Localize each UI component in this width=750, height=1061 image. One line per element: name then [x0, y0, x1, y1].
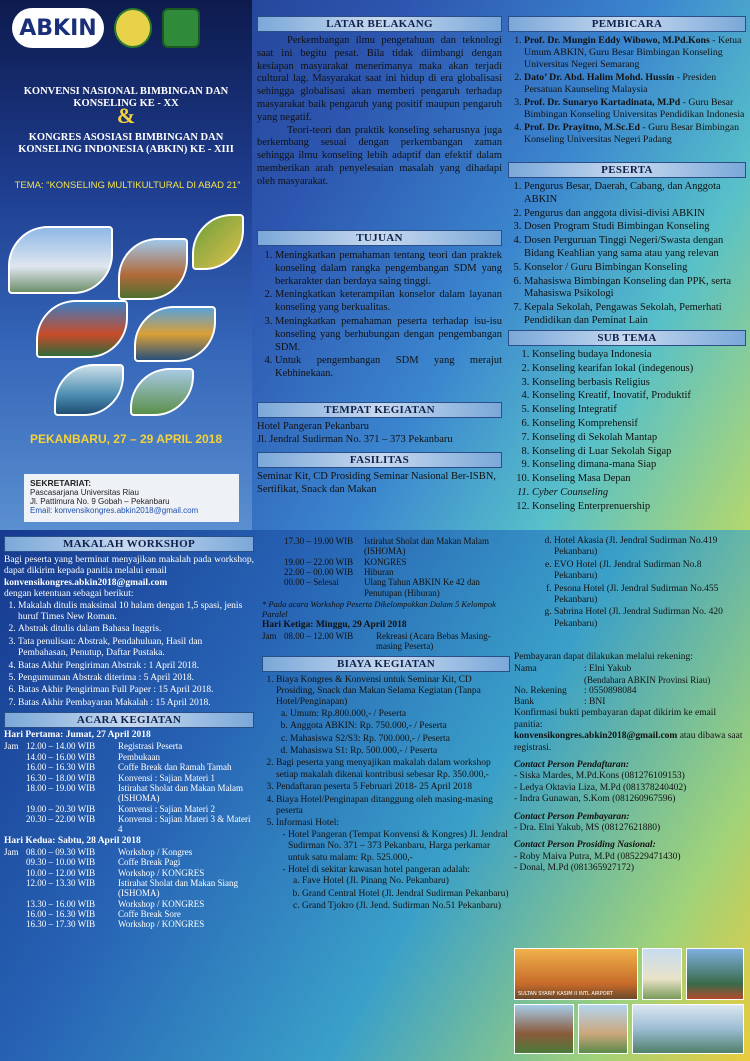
list-item: 8. Konseling di Luar Sekolah Sigap: [532, 446, 746, 459]
list-item: g. Sabrina Hotel (Jl. Jendral Sudirman No. 420 Pekanbaru): [554, 607, 746, 630]
row-time: 12.00 – 13.30 WIB: [26, 877, 96, 888]
day1-schedule: [4, 741, 254, 834]
logo-row: [12, 8, 200, 48]
row-activity: Istirahat Sholat dan Makan Malam (ISHOMA): [364, 536, 489, 557]
row-activity: Konvensi : Sajian Materi 1: [118, 772, 215, 783]
table-row: [284, 536, 510, 557]
boat-race-photo: [36, 300, 128, 358]
table-row: [4, 752, 254, 762]
list-item: 5. Konseling Integratif: [532, 404, 746, 417]
sekretariat-box: [24, 474, 239, 522]
table-row: Jam 08.00 – 12.00 WIB Rekreasi (Acara Bebas Masing-masing Peserta): [262, 630, 491, 652]
day3-title: Hari Ketiga: Minggu, 29 April 2018: [262, 619, 407, 630]
table-row: [284, 577, 510, 598]
row-label: [4, 919, 26, 929]
table-row: [4, 741, 254, 751]
list-item: d. Hotel Akasia (Jl. Jendral Sudirman No.419 Pekanbaru): [554, 536, 746, 559]
sekretariat-title: SEKRETARIAT:: [30, 478, 92, 488]
cp-bayar-title: Contact Person Pembayaran:: [514, 811, 630, 822]
list-item: 12. Konseling Enterprenuership: [532, 501, 746, 514]
abkin-logo: ABKIN: [12, 8, 104, 48]
list-item: 2. Pengurus dan anggota divisi-divisi ABKIN: [524, 208, 746, 221]
table-row: [284, 557, 510, 567]
pembayaran-nama: Nama : Elni Yakub: [514, 663, 632, 674]
list-item: 3. Pendaftaran peserta 5 Februari 2018- 25 April 2018: [276, 782, 510, 793]
list-item: f. Pesona Hotel (Jl. Jendral Sudirman No.455 Pekanbaru): [554, 584, 746, 607]
list-item: - Hotel Pangeran (Tempat Konvensi & Kongres) Jl. Jendral Sudirman No. 371 – 373 Pekanbaru, Harga perkamar untuk satu malam: Rp. 525.000,-: [288, 830, 510, 864]
hotel-list-right: [514, 536, 746, 630]
row-activity: Coffe Break Sore: [118, 909, 181, 920]
forest-photo: [130, 368, 194, 416]
row-activity: Istirahat Sholat dan Makan Siang (ISHOMA): [118, 877, 238, 899]
table-row: [4, 878, 254, 899]
row-activity: Workshop / KONGRES: [118, 867, 205, 878]
makalah-list: [4, 601, 254, 710]
pembayaran-email[interactable]: konvensikongres.abkin2018@gmail.com: [514, 731, 678, 742]
list-item: 2. Abstrak ditulis dalam Bahasa Inggris.: [18, 624, 254, 635]
row-activity: Ulang Tahun ABKIN Ke 42 dan Penutupan (Hiburan): [364, 577, 480, 598]
lake-photo: [632, 1004, 744, 1054]
table-row: [4, 783, 254, 804]
list-item: 5. Pengumuman Abstrak diterima : 5 April 2018.: [18, 673, 254, 684]
cp-daftar-3: - Indra Gunawan, S.Kom (081260967596): [514, 794, 676, 805]
makalah-cond: dengan ketentuan sebagai berikut:: [4, 589, 134, 600]
table-row: [4, 909, 254, 919]
list-item: b. Grand Central Hotel (Jl. Jendral Sudirman Pekanbaru): [302, 889, 510, 900]
subtema-list: [508, 349, 746, 514]
list-item: 2. Bagi peserta yang menyajikan makalah dalam workshop setiap makalah dikenai kontribusi sebesar Rp. 350.000,-: [276, 758, 510, 781]
fasilitas-header: FASILITAS: [257, 452, 502, 468]
pembicara-list: [508, 35, 746, 145]
row-activity: KONGRES: [364, 556, 407, 567]
list-item: 5. Konselor / Guru Bimbingan Konseling: [524, 262, 746, 275]
stadium-photo: [686, 948, 744, 1000]
list-item: 3. Tata penulisan: Abstrak, Pendahuluan, Hasil dan Pembahasan, Penutup, Daftar Pustaka.: [18, 637, 254, 660]
row-label: [4, 783, 26, 804]
tema-text: TEMA: “KONSELING MULTIKULTURAL DI ABAD 21”: [14, 180, 241, 191]
list-item: 1. Biaya Kongres & Konvensi untuk Seminar Kit, CD Prosiding, Snack dan Makan Selama Kegiatan (Tanpa Hotel/Penginapan) a. Umum: Rp.800.000,- / Peserta b. Anggota ABKIN: Rp. 750.000,- / Peserta c. Mahasiswa S2/S3: Rp. 700.000,- / Peserta d. Mahasiswa S1: Rp. 500.000,- / Peserta: [276, 675, 510, 758]
list-item: 3. Meningkatkan pemahaman peserta terhadap isu-isu konseling yang berhubungan dengan pengembangan SDM.: [275, 316, 502, 354]
row-time: 14.00 – 16.00 WIB: [26, 751, 96, 762]
list-item: 5. Informasi Hotel: - Hotel Pangeran (Tempat Konvensi & Kongres) Jl. Jendral Sudirman No. 371 – 373 Pekanbaru, Harga perkamar untuk satu malam: Rp. 525.000,- - Hotel di sekitar kawasan hotel pangeran adalah: a. Fave Hotel (Jl. Pinang No. Pekanbaru) b. Grand Central Hotel (Jl. Jendral Sudirman Pekanbaru) c. Grand Tjokro (Jl. Jend. Sudirman No.51 Pekanbaru): [276, 818, 510, 912]
list-item: 1. Makalah ditulis maksimal 10 halam dengan 1,5 spasi, jenis huruf Times New Roman.: [18, 601, 254, 624]
list-item: a. Umum: Rp.800.000,- / Peserta: [290, 709, 510, 720]
peserta-section: [508, 162, 746, 329]
pembicara-header: PEMBICARA: [508, 16, 746, 32]
sekretariat-email[interactable]: Email: konvensikongres.abkin2018@gmail.com: [30, 506, 199, 515]
list-item: 3. Dosen Program Studi Bimbingan Konseling: [524, 221, 746, 234]
traditional-house-photo: [514, 1004, 574, 1054]
list-item: 2. Meningkatkan keterampilan konselor dalam layanan konseling yang berkualitas.: [275, 289, 502, 315]
acara-header: ACARA KEGIATAN: [4, 712, 254, 728]
row-activity: Coffe Break Pagi: [118, 857, 181, 868]
event-date: PEKANBARU, 27 – 29 APRIL 2018: [29, 432, 223, 446]
pembayaran-intro: Pembayaran dapat dilakukan melalui rekening:: [514, 652, 693, 663]
list-item: 4. Konseling Kreatif, Inovatif, Produktif: [532, 390, 746, 403]
fasilitas-section: [257, 452, 502, 497]
day1-title: Hari Pertama: Jumat, 27 April 2018: [4, 730, 151, 741]
pembayaran-section: [514, 652, 746, 754]
row-activity: Istirahat Sholat dan Makan Malam (ISHOMA): [118, 782, 243, 804]
peserta-list: [508, 181, 746, 328]
cp-daftar-1: - Siska Mardes, M.Pd.Kons (081276109153): [514, 771, 685, 782]
row-time: 12.00 – 14.00 WIB: [26, 741, 96, 752]
pembayaran-konfirm: Konfirmasi bukti pembayaran dapat dikirim ke email panitia:: [514, 708, 717, 730]
row-time: 18.00 – 19.00 WIB: [26, 782, 96, 793]
leaf-photo: [192, 214, 244, 270]
list-item: 6. Mahasiswa Bimbingan Konseling dan PPK, serta Mahasiswa Psikologi: [524, 276, 746, 302]
tempat-line2: Jl. Jendral Sudirman No. 371 – 373 Pekanbaru: [257, 433, 453, 445]
latar-p1: Perkembangan ilmu pengetahuan dan teknologi saat ini begitu pesat. Bila tidak diimbangi dengan kesiapan masyarakat menerimanya maka akan terjadi cultural lag. Masyarakat saat ini hidup di era globalisasi sehingga globalisasi akan memberi pengaruh terhadap masyarakat baik pengaruh yang positif maupun pengaruh yang negatif.: [257, 35, 502, 123]
row-label: Jam: [4, 741, 19, 752]
mosque-photo: [8, 226, 113, 294]
row-time: 13.30 – 16.00 WIB: [26, 898, 96, 909]
row-activity: Registrasi Peserta: [118, 741, 183, 752]
title-kongres: KONGRES ASOSIASI BIMBINGAN DAN KONSELING INDONESIA (ABKIN) KE - XIII: [18, 132, 234, 156]
fasilitas-text: Seminar Kit, CD Prosiding Seminar Nasional Ber-ISBN, Sertifikat, Snack dan Makan: [257, 471, 496, 495]
tujuan-list: [257, 250, 502, 381]
row-time: 16.00 – 16.30 WIB: [26, 762, 96, 773]
palace-photo: [578, 1004, 628, 1054]
festival-photo: [134, 306, 216, 362]
row-time: 16.30 – 17.30 WIB: [26, 919, 96, 930]
table-row: [4, 773, 254, 783]
list-item: 7. Batas Akhir Pembayaran Makalah : 15 April 2018.: [18, 698, 254, 709]
row-time: 10.00 – 12.00 WIB: [26, 867, 96, 878]
peserta-header: PESERTA: [508, 162, 746, 178]
cp-daftar-2: - Ledya Oktavia Liza, M.Pd (081378240402): [514, 782, 687, 793]
photo-collage: [6, 210, 246, 420]
tempat-section: [257, 402, 502, 447]
subtema-section: [508, 330, 746, 515]
cp-bayar-1: - Dra. Elni Yakub, MS (08127621880): [514, 823, 661, 833]
list-item: - Hotel di sekitar kawasan hotel pangeran adalah: a. Fave Hotel (Jl. Pinang No. Pekanbaru) b. Grand Central Hotel (Jl. Jendral Sudirman Pekanbaru) c. Grand Tjokro (Jl. Jend. Sudirman No.51 Pekanbaru): [288, 865, 510, 913]
list-item: c. Mahasiswa S2/S3: Rp. 700.000,- / Peserta: [290, 734, 510, 745]
list-item: 1. Meningkatkan pemahaman tentang teori dan praktek konseling dalam rangka pengembangan SDM yang berkarakter dan berdaya saing tinggi.: [275, 250, 502, 288]
list-item: b. Anggota ABKIN: Rp. 750.000,- / Peserta: [290, 721, 510, 732]
list-item: c. Grand Tjokro (Jl. Jend. Sudirman No.51 Pekanbaru): [302, 901, 510, 912]
list-item: 6. Konseling Komprehensif: [532, 418, 746, 431]
row-activity: Hiburan: [364, 567, 394, 578]
list-item: 7. Kepala Sekolah, Pengawas Sekolah, Pemerhati Pendidikan dan Peminat Lain: [524, 302, 746, 328]
row-time: 00.00 – Selesai: [284, 577, 339, 588]
cover-panel: [0, 0, 252, 530]
list-item: 3. Prof. Dr. Sunaryo Kartadinata, M.Pd - Guru Besar Bimbingan Konseling Universitas Pendidikan Indonesia: [524, 97, 746, 121]
cp-prosiding-title: Contact Person Prosiding Nasional:: [514, 840, 656, 851]
row-time: 16.30 – 18.00 WIB: [26, 772, 96, 783]
cp-prosiding-2: - Donal, M.Pd (081365927172): [514, 863, 635, 874]
table-row: [4, 899, 254, 909]
tujuan-section: [257, 230, 502, 382]
makalah-intro: Bagi peserta yang berminat menyajikan makalah pada workshop, dapat dikirim kepada panitia melalui email: [4, 555, 254, 577]
tempat-header: TEMPAT KEGIATAN: [257, 402, 502, 418]
airport-photo: SULTAN SYARIF KASIM II INTL AIRPORT: [514, 948, 638, 1000]
tower-photo: [118, 238, 188, 300]
list-item: 4. Batas Akhir Pengiriman Abstrak : 1 April 2018.: [18, 661, 254, 672]
latar-p2: Teori-teori dan praktik konseling seharusnya juga berkembang sesuai dengan perkembangan zaman sehingga ilmu konseling lebih adaptif dan efektif dalam memberikan arah penyelesaian masalah yang dihadapi oleh masyarakat.: [257, 124, 502, 187]
tujuan-header: TUJUAN: [257, 230, 502, 246]
pembayaran-nama2: (Bendahara ABKIN Provinsi Riau): [584, 674, 711, 685]
list-item: 2. Konseling kearifan lokal (indegenous): [532, 363, 746, 376]
list-item: d. Mahasiswa S1: Rp. 500.000,- / Peserta: [290, 746, 510, 757]
pekanbaru-photos: [514, 948, 746, 1056]
row-time: 09.30 – 10.00 WIB: [26, 857, 96, 868]
row-label: [4, 909, 26, 919]
row-time: 19.00 – 20.30 WIB: [26, 803, 96, 814]
row-label: [4, 878, 26, 899]
row-time: 08.00 – 09.30 WIB: [26, 846, 96, 857]
latar-header: LATAR BELAKANG: [257, 16, 502, 32]
row-time: 16.00 – 16.30 WIB: [26, 909, 96, 920]
list-item: 3. Konseling berbasis Religius: [532, 377, 746, 390]
table-row: [4, 804, 254, 814]
row-activity: Coffe Break dan Ramah Tamah: [118, 762, 232, 773]
row-activity: Konvensi : Sajian Materi 3 & Materi 4: [118, 813, 251, 835]
list-item: 4. Dosen Perguruan Tinggi Negeri/Swasta dengan Bidang Keahlian yang sama atau yang relevan: [524, 235, 746, 261]
row-label: [4, 752, 26, 762]
table-row: [4, 857, 254, 867]
biaya-header: BIAYA KEGIATAN: [262, 656, 510, 672]
table-row: [4, 868, 254, 878]
bottom-middle-column: [262, 536, 510, 913]
bottom-right-column: [514, 536, 746, 875]
table-row: [4, 762, 254, 772]
title-ampersand: &: [116, 103, 136, 128]
row-label: [4, 804, 26, 814]
list-item: 11. Cyber Counseling: [532, 487, 746, 500]
row-activity: Pembukaan: [118, 751, 160, 762]
list-item: 4. Untuk pengembangan SDM yang merajut Kebhinekaan.: [275, 355, 502, 381]
row-time: 19.00 – 22.00 WIB: [284, 556, 354, 567]
list-item: 1. Pengurus Besar, Daerah, Cabang, dan Anggota ABKIN: [524, 181, 746, 207]
list-item: 7. Konseling di Sekolah Mantap: [532, 432, 746, 445]
day3-schedule: [262, 631, 510, 652]
cp-prosiding-1: - Roby Maiva Putra, M.Pd (085229471430): [514, 851, 681, 862]
table-row: [4, 919, 254, 929]
workshop-note: * Pada acara Workshop Peserta Dikelompokkan Dalam 5 Kelompok Paralel: [262, 599, 496, 619]
subtema-header: SUB TEMA: [508, 330, 746, 346]
list-item: 1. Konseling budaya Indonesia: [532, 349, 746, 362]
makalah-email[interactable]: konvensikongres.abkin2018@gmail.com: [4, 577, 168, 588]
list-item: 9. Konseling dimana-mana Siap: [532, 459, 746, 472]
list-item: 4. Prof. Dr. Prayitno, M.Sc.Ed - Guru Besar Bimbingan Konseling Universitas Negeri Padang: [524, 122, 746, 146]
pembicara-section: [508, 16, 746, 146]
row-activity: Workshop / KONGRES: [118, 919, 205, 930]
row-activity: Workshop / KONGRES: [118, 898, 205, 909]
pembayaran-rek: No. Rekening : 0550898084: [514, 685, 637, 696]
row-label: [4, 773, 26, 783]
latar-section: [257, 16, 502, 189]
list-item: e. EVO Hotel (Jl. Jendral Sudirman No.8 Pekanbaru): [554, 560, 746, 583]
contacts-section: [514, 760, 746, 875]
mosque-photo-small: [642, 948, 682, 1000]
row-time: 22.00 – 00.00 WIB: [284, 567, 354, 578]
surfing-photo: [54, 364, 124, 416]
bottom-left-column: [4, 536, 254, 930]
list-item: a. Fave Hotel (Jl. Pinang No. Pekanbaru): [302, 876, 510, 887]
university-logo: [114, 8, 152, 48]
table-row: [4, 814, 254, 835]
day2-evening-schedule: [262, 536, 510, 598]
row-label: [4, 857, 26, 867]
sekretariat-line2: Jl. Pattimura No. 9 Gobah – Pekanbaru: [30, 497, 170, 506]
row-label: [4, 814, 26, 835]
day2-title: Hari Kedua: Sabtu, 28 April 2018: [4, 835, 141, 846]
makalah-header: MAKALAH WORKSHOP: [4, 536, 254, 552]
pembayaran-email-line: konvensikongres.abkin2018@gmail.com atau dibawa saat registrasi.: [514, 731, 743, 753]
list-item: 2. Dato’ Dr. Abd. Halim Mohd. Hussin - Presiden Persatuan Kaunseling Malaysia: [524, 72, 746, 96]
list-item: 4. Biaya Hotel/Penginapan ditanggung oleh masing-masing peserta: [276, 795, 510, 818]
row-time: 17.30 – 19.00 WIB: [284, 536, 354, 546]
table-row: [284, 567, 510, 577]
row-label: [4, 899, 26, 909]
row-label: [4, 762, 26, 772]
title-konvensi: KONVENSI NASIONAL BIMBINGAN DAN KONSELING KE - XX: [23, 86, 229, 110]
row-activity: Workshop / Kongres: [118, 846, 193, 857]
sekretariat-line1: Pascasarjana Universitas Riau: [30, 488, 139, 497]
list-item: 10. Konseling Masa Depan: [532, 473, 746, 486]
islamic-logo: [162, 8, 200, 48]
table-row: [4, 847, 254, 857]
cp-daftar-title: Contact Person Pendaftaran:: [514, 760, 630, 771]
row-time: 20.30 – 22.00 WIB: [26, 813, 96, 824]
row-label: [4, 868, 26, 878]
tempat-line1: Hotel Pangeran Pekanbaru: [257, 421, 369, 432]
row-label: Jam: [4, 846, 19, 857]
list-item: 1. Prof. Dr. Mungin Eddy Wibowo, M.Pd.Kons - Ketua Umum ABKIN, Guru Besar Bimbingan Konseling Universitas Negeri Semarang: [524, 35, 746, 71]
list-item: 6. Batas Akhir Pengiriman Full Paper : 15 April 2018.: [18, 685, 254, 696]
pembayaran-bank: Bank : BNI: [514, 697, 606, 708]
biaya-list: [262, 675, 510, 913]
day2-schedule: [4, 847, 254, 930]
row-activity: Konvensi : Sajian Materi 2: [118, 803, 215, 814]
